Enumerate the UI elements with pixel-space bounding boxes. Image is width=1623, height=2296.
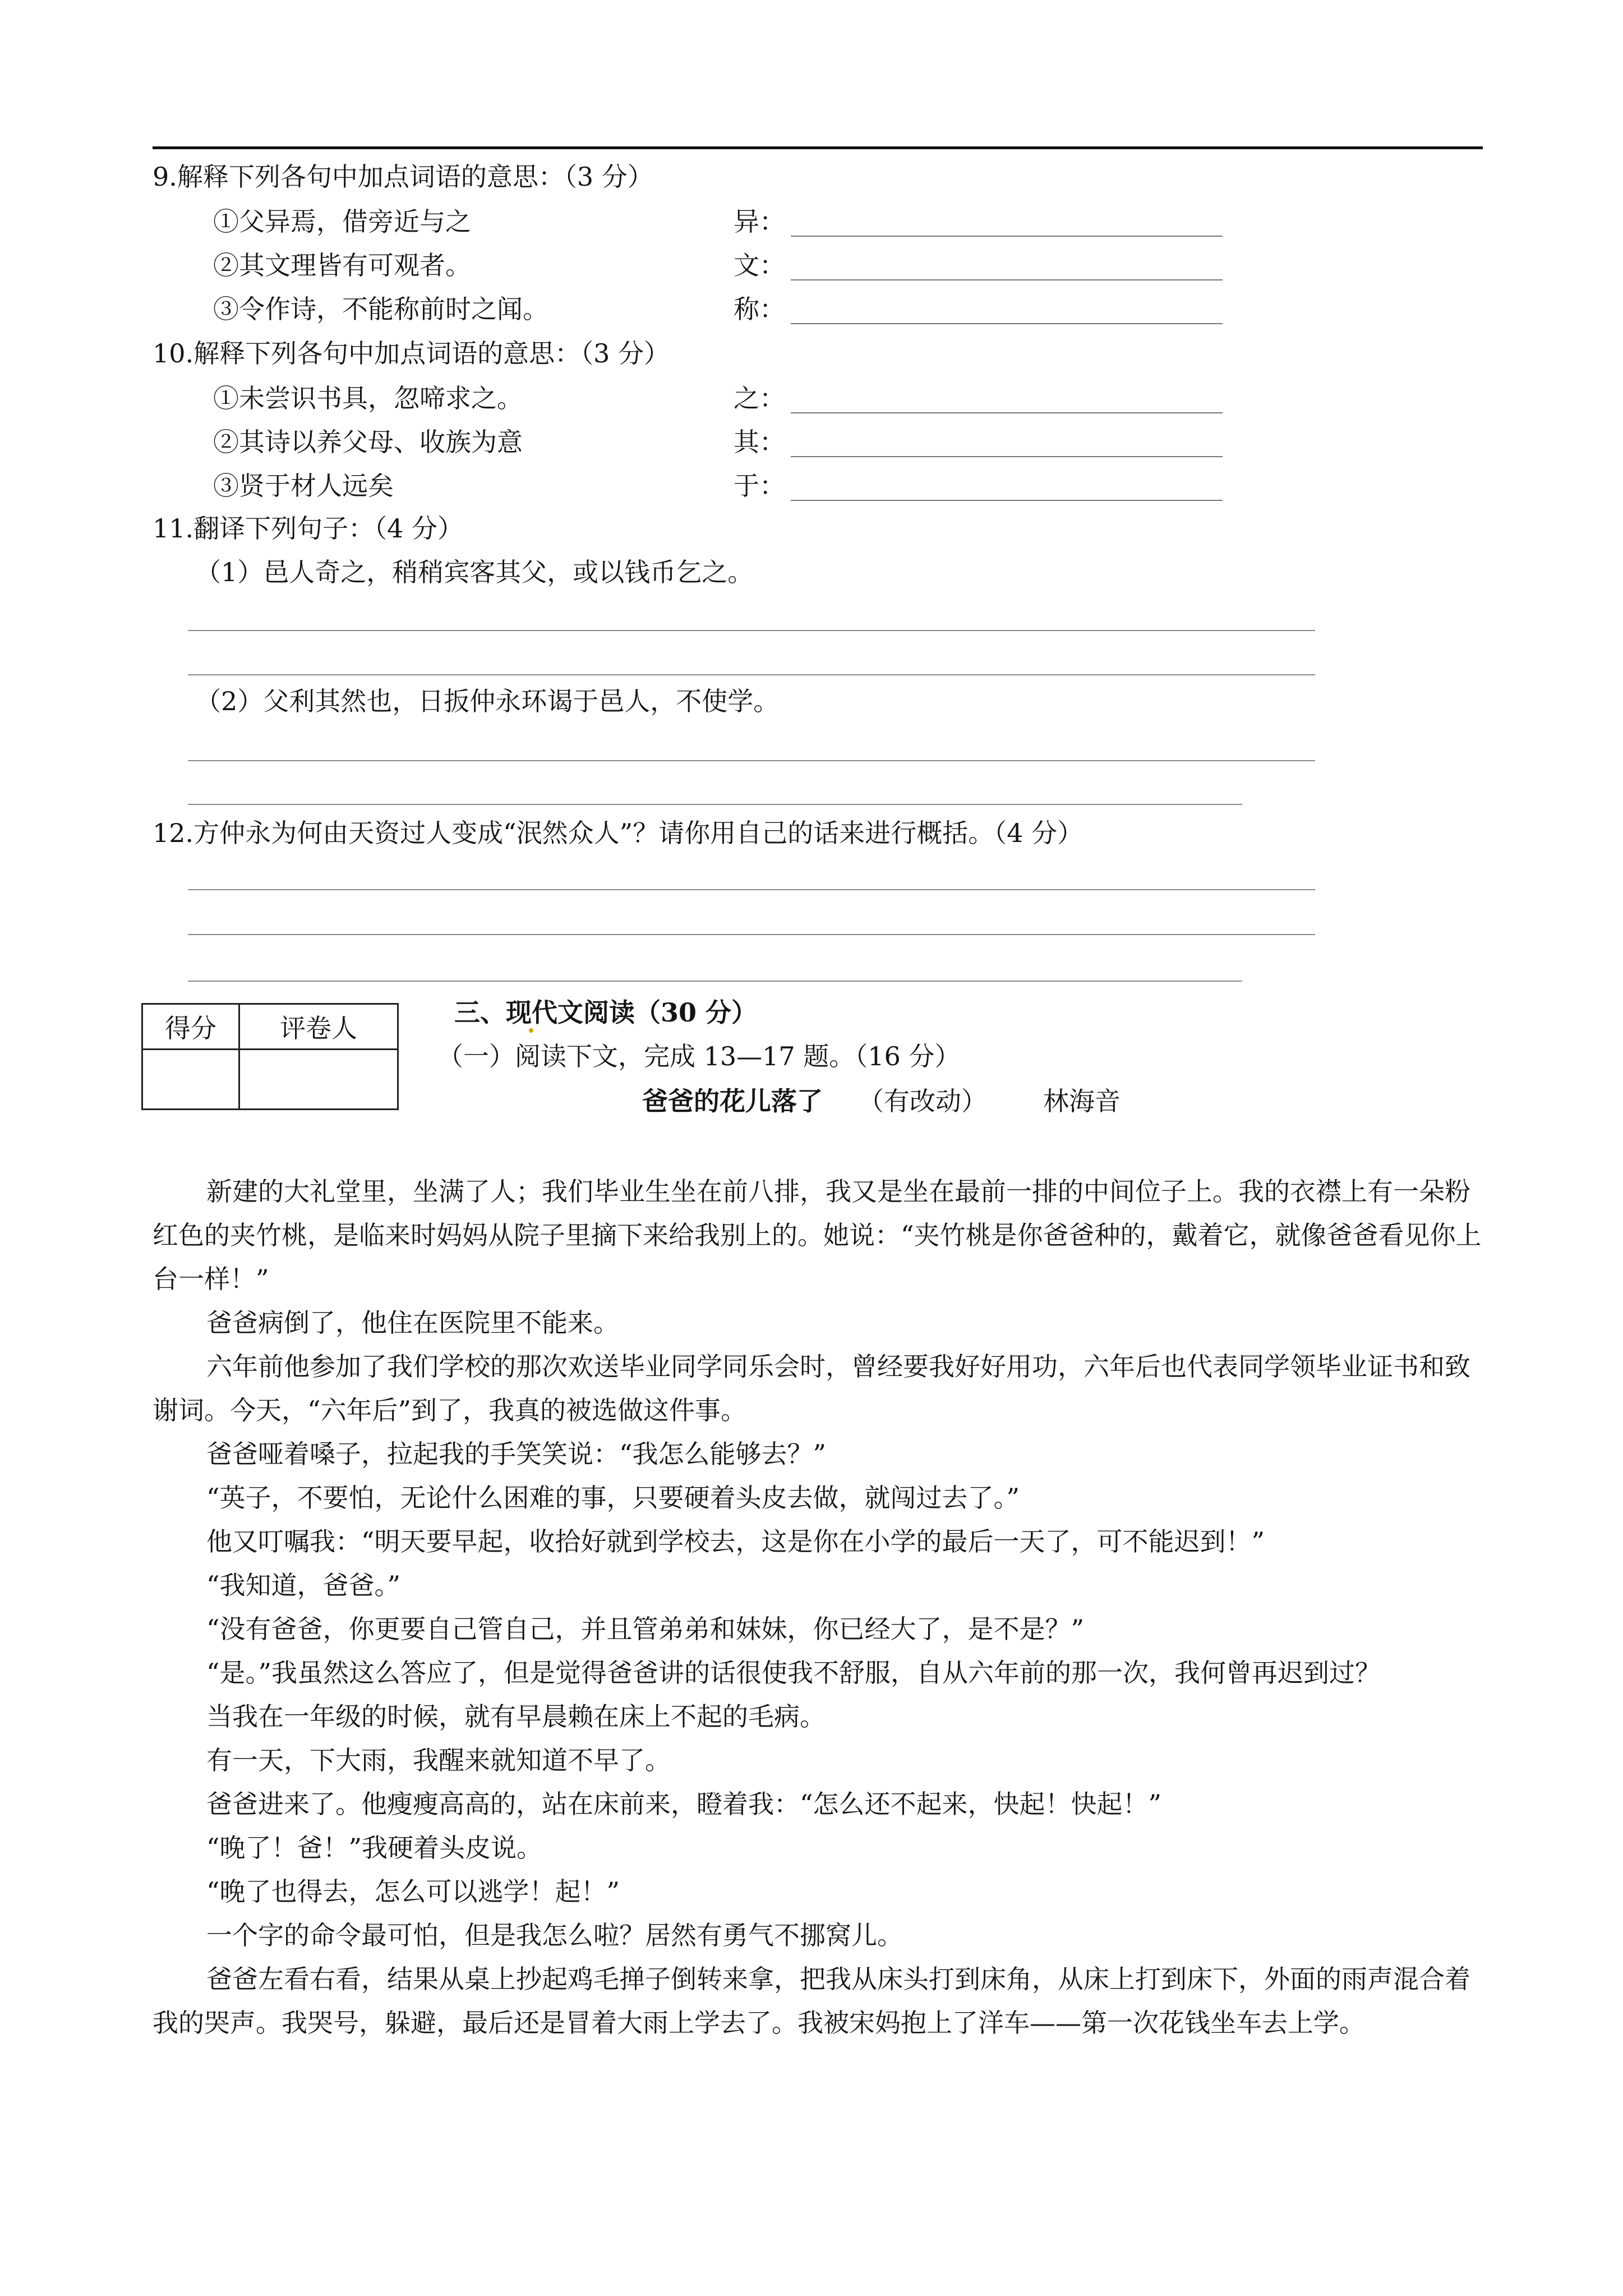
story-paragraph: 爸爸病倒了，他住在医院里不能来。 [206, 1308, 619, 1338]
score-label: 得分 [142, 1004, 239, 1050]
story-paragraph: 爸爸左看右看，结果从桌上抄起鸡毛掸子倒转来拿，把我从床头打到床角，从床上打到床下，外面的雨声混合着我的哭声。我哭号，躲避，最后还是冒着大雨上学去了。我被宋妈抱上了洋车——第一次花钱坐车去上学。 [153, 1964, 1470, 2038]
q9-word-3: 称： [734, 294, 785, 324]
q9-sentence-3: ③令作诗，不能称前时之闻。 [213, 294, 548, 324]
q10-word-1: 之： [734, 383, 785, 413]
header-rule [153, 146, 1483, 149]
q11-prompt: 11.翻译下列句子：（4 分） [153, 513, 464, 544]
annotation-dot [529, 1028, 533, 1033]
q9-word-2: 文： [734, 250, 785, 280]
q9-word-1: 异： [734, 206, 785, 237]
q11-answer-line-1a[interactable] [188, 630, 1315, 631]
story-paragraph: “英子，不要怕，无论什么困难的事，只要硬着头皮去做，就闯过去了。” [206, 1483, 1020, 1513]
story-paragraph: “我知道，爸爸。” [206, 1570, 401, 1600]
score-table [141, 1003, 399, 1110]
story-paragraph: “没有爸爸，你更要自己管自己，并且管弟弟和妹妹，你已经大了，是不是？” [206, 1614, 1085, 1644]
q9-sentence-2: ②其文理皆有可观者。 [213, 250, 471, 280]
q10-sentence-3: ③贤于材人远矣 [213, 471, 394, 501]
q12-answer-line-3[interactable] [188, 981, 1242, 982]
q11-answer-line-1b[interactable] [188, 674, 1315, 675]
score-cell[interactable] [142, 1050, 239, 1110]
q10-sentence-2: ②其诗以养父母、收族为意 [213, 427, 523, 457]
story-paragraph: 六年前他参加了我们学校的那次欢送毕业同学同乐会时，曾经要我好好用功，六年后也代表同学领毕业证书和致谢词。今天，“六年后”到了，我真的被选做这件事。 [153, 1351, 1470, 1425]
story-note: （有改动） [858, 1086, 987, 1116]
q11-answer-line-2a[interactable] [188, 760, 1315, 761]
q9-answer-blank-1[interactable] [791, 236, 1223, 237]
q10-word-2: 其： [734, 427, 785, 457]
q10-sentence-1: ①未尝识书具，忽啼求之。 [213, 383, 523, 413]
q12-answer-line-1[interactable] [188, 889, 1315, 890]
q9-prompt: 9.解释下列各句中加点词语的意思：（3 分） [153, 162, 653, 192]
story-paragraph: 他又叮嘱我：“明天要早起，收拾好就到学校去，这是你在小学的最后一天了，可不能迟到！” [206, 1526, 1265, 1557]
q11-sentence-1: （1）邑人奇之，稍稍宾客其父，或以钱币乞之。 [195, 557, 754, 587]
story-paragraph: 新建的大礼堂里，坐满了人；我们毕业生坐在前八排，我又是坐在最前一排的中间位子上。我的衣襟上有一朵粉红色的夹竹桃，是临来时妈妈从院子里摘下来给我别上的。她说：“夹竹桃是你爸爸种的，戴着它，就像爸爸看见你上台一样！” [153, 1176, 1482, 1294]
story-paragraph: “晚了！爸！”我硬着头皮说。 [206, 1833, 543, 1863]
section3-subheading: （一）阅读下文，完成 13—17 题。（16 分） [437, 1041, 961, 1071]
q10-answer-blank-2[interactable] [791, 456, 1223, 457]
story-body [153, 1170, 1483, 2045]
story-paragraph: 当我在一年级的时候，就有早晨赖在床上不起的毛病。 [206, 1701, 826, 1732]
story-author: 林海音 [1043, 1086, 1121, 1116]
q12-answer-line-2[interactable] [188, 934, 1315, 935]
story-paragraph: “是。”我虽然这么答应了，但是觉得爸爸讲的话很使我不舒服，自从六年前的那一次，我何曾再迟到过？ [206, 1658, 1381, 1688]
q9-answer-blank-2[interactable] [791, 279, 1223, 280]
q9-sentence-1: ①父异焉，借旁近与之 [213, 206, 471, 237]
q10-answer-blank-3[interactable] [791, 500, 1223, 501]
q12-prompt: 12.方仲永为何由天资过人变成“泯然众人”？请你用自己的话来进行概括。（4 分） [153, 818, 1083, 848]
story-paragraph: “晚了也得去，怎么可以逃学！起！” [206, 1876, 620, 1907]
q10-answer-blank-1[interactable] [791, 412, 1223, 413]
story-paragraph: 一个字的命令最可怕，但是我怎么啦？居然有勇气不挪窝儿。 [206, 1920, 903, 1950]
story-title: 爸爸的花儿落了 [642, 1086, 823, 1116]
story-paragraph: 有一天，下大雨，我醒来就知道不早了。 [206, 1745, 671, 1775]
q11-answer-line-2b[interactable] [188, 804, 1242, 805]
story-paragraph: 爸爸哑着嗓子，拉起我的手笑笑说：“我怎么能够去？” [206, 1439, 827, 1469]
q10-prompt: 10.解释下列各句中加点词语的意思：（3 分） [153, 338, 670, 369]
q10-word-3: 于： [734, 471, 785, 501]
grader-cell[interactable] [239, 1050, 398, 1110]
section3-heading: 三、现代文阅读（30 分） [454, 997, 758, 1028]
q11-sentence-2: （2）父利其然也，日扳仲永环谒于邑人，不使学。 [195, 686, 780, 716]
q9-answer-blank-3[interactable] [791, 323, 1223, 324]
story-paragraph: 爸爸进来了。他瘦瘦高高的，站在床前来，瞪着我：“怎么还不起来，快起！快起！” [206, 1789, 1162, 1819]
grader-label: 评卷人 [239, 1004, 398, 1050]
